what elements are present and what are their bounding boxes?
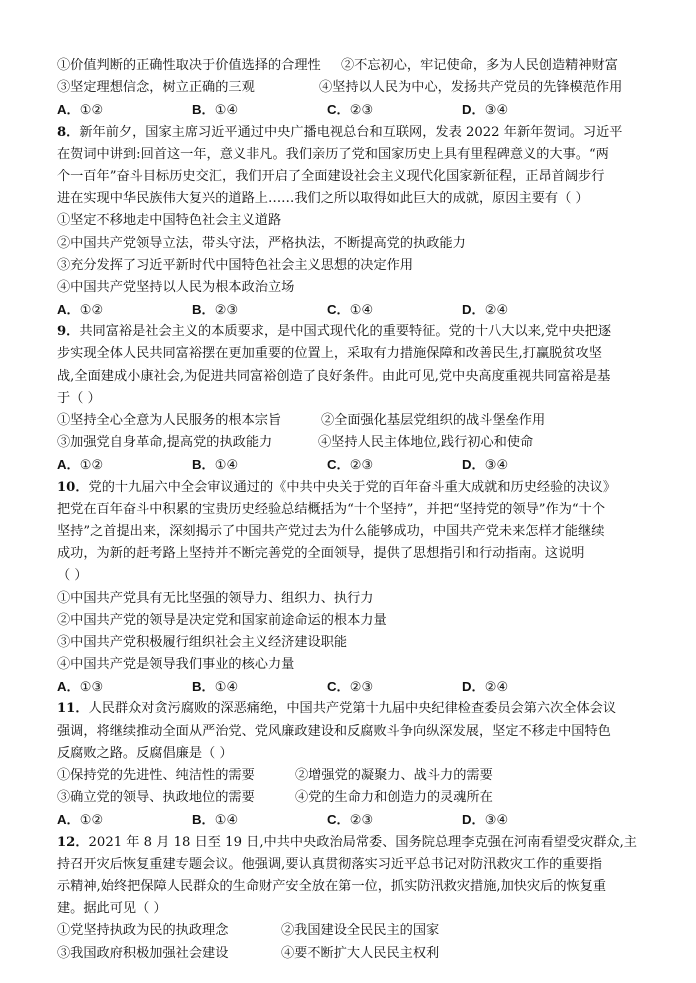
q9-option-4: ④坚持人民主体地位,践行初心和使命 (318, 435, 534, 451)
q7-answer-a[interactable]: A．①② (57, 102, 104, 119)
q12-stem-line-3: 示精神,始终把保障人民群众的生命财产安全放在第一位，抓实防汛救灾措施,加快灾后的恢复重 (57, 878, 607, 894)
q9-options-row-2 (57, 432, 660, 454)
q9-stem-line-3: 战,全面建成小康社会,为促进共同富裕创造了良好条件。由此可见,党中央高度重视共同富裕是基 (57, 368, 611, 384)
q10-stem-line-2: 把党在百年奋斗中积累的宝贵历史经验总结概括为“十个坚持”，并把“坚持党的领导”作为“十个 (57, 501, 606, 517)
q11-answer-row (57, 809, 660, 831)
q11-stem-line-2: 强调，将继续推动全面从严治党、党风廉政建设和反腐败斗争向纵深发展，坚定不移走中国特色 (57, 723, 611, 739)
q8-answer-b[interactable]: B．②③ (192, 302, 239, 319)
q8-option-3: ③充分发挥了习近平新时代中国特色社会主义思想的决定作用 (57, 257, 414, 273)
q9-answer-a[interactable]: A．①② (57, 457, 104, 474)
q12-options-row-2 (57, 943, 660, 965)
q12-stem-line-4: 建。据此可见（ ） (57, 901, 167, 917)
q10-answer-row (57, 676, 660, 698)
q10-option-2: ②中国共产党的领导是决定党和国家前途命运的根本力量 (57, 612, 387, 628)
q11-option-4: ④党的生命力和创造力的灵魂所在 (295, 790, 493, 806)
q7-option-2: ②不忘初心，牢记使命，多为人民创造精神财富 (341, 58, 618, 73)
q7-answer-row (57, 99, 660, 121)
q7-option-4: ④坚持以人民为中心，发扬共产党员的先锋模范作用 (319, 80, 623, 96)
q10-stem-line-1: 10．党的十九届六中全会审议通过的《中共中央关于党的百年奋斗重大成就和历史经验的决议》 (57, 479, 617, 495)
q8-stem-line-1: 8．新年前夕，国家主席习近平通过中央广播电视总台和互联网，发表 2022 年新年贺词。习近平 (57, 124, 623, 140)
q11-answer-c[interactable]: C．②③ (327, 812, 374, 829)
q8-stem-line-4: 进在实现中华民族伟大复兴的道路上……我们之所以取得如此巨大的成就，原因主要有（ ） (57, 191, 589, 207)
q10-number: 10． (57, 479, 89, 495)
q12-stem-line-2: 持召开灾后恢复重建专题会议。他强调,要认真贯彻落实习近平总书记对防汛救灾工作的重要指 (57, 856, 602, 872)
q12-option-4: ④要不断扩大人民民主权利 (281, 945, 440, 961)
q8-answer-row (57, 299, 660, 321)
q8-option-2: ②中国共产党领导立法，带头守法，严格执法，不断提高党的执政能力 (57, 235, 466, 251)
q9-option-3: ③加强党自身革命,提高党的执政能力 (57, 435, 273, 451)
q11-options-row-1 (57, 765, 660, 787)
q11-option-2: ②增强党的凝聚力、战斗力的需要 (295, 768, 493, 783)
q7-option-1: ①价值判断的正确性取决于价值选择的合理性 (57, 58, 321, 73)
q9-stem-line-2: 步实现全体人民共同富裕摆在更加重要的位置上，采取有力措施保障和改善民生,打赢脱贫攻坚 (57, 346, 602, 362)
q10-option-1: ①中国共产党具有无比坚强的领导力、组织力、执行力 (57, 590, 374, 606)
q7-option-3: ③坚定理想信念，树立正确的三观 (57, 80, 255, 96)
q9-options-row-1 (57, 410, 660, 432)
q10-answer-d[interactable]: D．②④ (462, 679, 509, 696)
q8-answer-a[interactable]: A．①② (57, 302, 104, 319)
q11-option-1: ①保持党的先进性、纯洁性的需要 (57, 768, 255, 783)
q11-answer-a[interactable]: A．①② (57, 812, 104, 829)
q9-stem-line-4: 于（ ） (57, 390, 101, 406)
q10-stem-line-5: （ ） (57, 568, 88, 584)
q9-stem-line-1: 9．共同富裕是社会主义的本质要求，是中国式现代化的重要特征。党的十八大以来,党中央把逐 (57, 324, 612, 340)
q10-option-4: ④中国共产党是领导我们事业的核心力量 (57, 657, 295, 673)
q7-options-row-1 (57, 55, 660, 77)
q10-answer-a[interactable]: A．①③ (57, 679, 104, 696)
q9-answer-b[interactable]: B．①④ (192, 457, 239, 474)
q9-number: 9． (57, 324, 80, 340)
q12-option-2: ②我国建设全民民主的国家 (281, 923, 440, 939)
q12-options-row-1 (57, 920, 660, 942)
q8-stem-line-3: 个一百年”奋斗目标历史交汇，我们开启了全面建设社会主义现代化国家新征程，正昂首阔步行 (57, 168, 605, 184)
q12-number: 12． (57, 834, 89, 850)
q12-stem-line-1: 12．2021 年 8 月 18 日至 19 日,中共中央政治局常委、国务院总理李克强在河南看望受灾群众,主 (57, 834, 637, 850)
q11-stem-line-1: 11．人民群众对贪污腐败的深恶痛绝，中国共产党第十九届中央纪律检查委员会第六次全体会议 (57, 701, 617, 717)
q11-option-3: ③确立党的领导、执政地位的需要 (57, 790, 255, 806)
q8-answer-d[interactable]: D．②④ (462, 302, 509, 319)
q8-option-4: ④中国共产党坚持以人民为根本政治立场 (57, 279, 295, 295)
q9-answer-row (57, 454, 660, 476)
q7-answer-d[interactable]: D．③④ (462, 102, 509, 119)
q12-option-3: ③我国政府积极加强社会建设 (57, 945, 229, 961)
q9-option-1: ①坚持全心全意为人民服务的根本宗旨 (57, 413, 282, 428)
q10-answer-b[interactable]: B．①④ (192, 679, 239, 696)
q11-number: 11． (57, 701, 89, 717)
q9-answer-d[interactable]: D．③④ (462, 457, 509, 474)
q10-option-3: ③中国共产党积极履行组织社会主义经济建设职能 (57, 634, 348, 650)
q8-option-1: ①坚定不移地走中国特色社会主义道路 (57, 213, 282, 229)
q10-answer-c[interactable]: C．②③ (327, 679, 374, 696)
q9-option-2: ②全面强化基层党组织的战斗堡垒作用 (321, 413, 546, 428)
q7-options-row-2 (57, 77, 660, 99)
q10-stem-line-3: 坚持”之首提出来，深刻揭示了中国共产党过去为什么能够成功，中国共产党未来怎样才能继续 (57, 523, 605, 539)
q11-options-row-2 (57, 787, 660, 809)
q8-stem-line-2: 在贺词中讲到:回首这一年，意义非凡。我们亲历了党和国家历史上具有里程碑意义的大事。“两 (57, 146, 609, 162)
q10-stem-line-4: 成功，为新的赶考路上坚持并不断完善党的全面领导，提供了思想指引和行动指南。这说明 (57, 546, 585, 562)
q9-answer-c[interactable]: C．②③ (327, 457, 374, 474)
q12-option-1: ①党坚持执政为民的执政理念 (57, 923, 229, 939)
q8-number: 8． (57, 124, 80, 140)
q7-answer-c[interactable]: C．②③ (327, 102, 374, 119)
q11-answer-b[interactable]: B．①④ (192, 812, 239, 829)
q11-stem-line-3: 反腐败之路。反腐倡廉是（ ） (57, 745, 233, 761)
q7-answer-b[interactable]: B．①④ (192, 102, 239, 119)
q8-answer-c[interactable]: C．①④ (327, 302, 374, 319)
q11-answer-d[interactable]: D．③④ (462, 812, 509, 829)
